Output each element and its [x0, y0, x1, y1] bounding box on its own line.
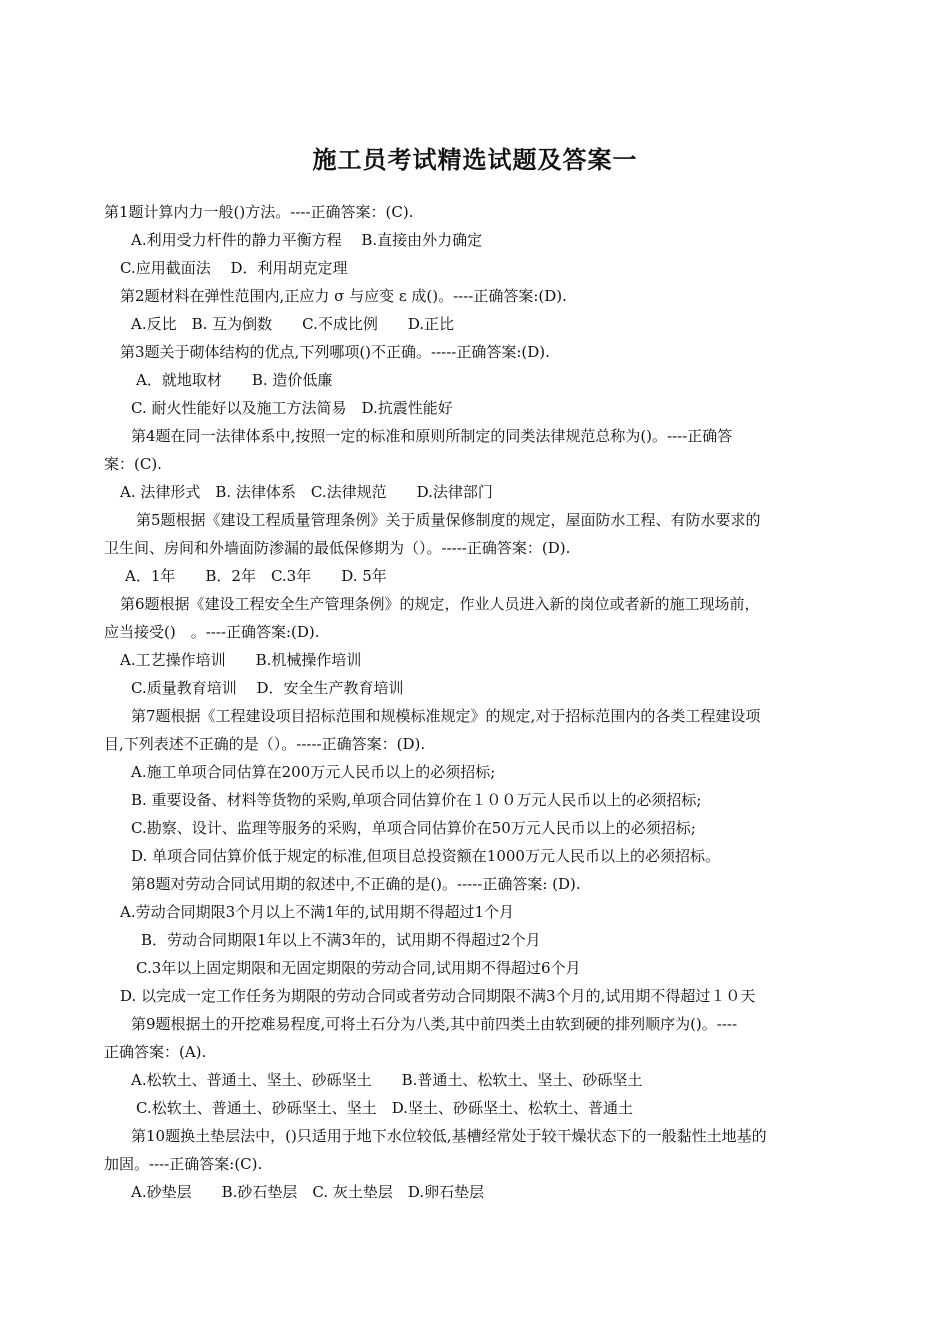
- question-4-line-1: 第4题在同一法律体系中,按照一定的标准和原则所制定的同类法律规范总称为()。----正确答: [131, 427, 733, 445]
- question-9-options-ab: A.松软土、普通土、坚土、砂砾坚土 B.普通土、松软土、坚土、砂砾坚土: [131, 1071, 643, 1089]
- question-1-options-ab: A.利用受力杆件的静力平衡方程 B.直接由外力确定: [131, 231, 483, 249]
- question-10-line-1: 第10题换土垫层法中，()只适用于地下水位较低,基槽经常处于较干燥状态下的一般黏性土地基的: [131, 1127, 767, 1145]
- question-7-line-1: 第7题根据《工程建设项目招标范围和规模标准规定》的规定,对于招标范围内的各类工程建设项: [131, 707, 761, 725]
- question-6-line-1: 第6题根据《建设工程安全生产管理条例》的规定，作业人员进入新的岗位或者新的施工现场前，: [120, 595, 760, 613]
- question-5-line-1: 第5题根据《建设工程质量管理条例》关于质量保修制度的规定，屋面防水工程、有防水要求的: [136, 511, 761, 529]
- question-8-option-d: D. 以完成一定工作任务为期限的劳动合同或者劳动合同期限不满3个月的,试用期不得超过１０天: [120, 987, 756, 1005]
- question-6-line-2: 应当接受() 。----正确答案:(D).: [104, 623, 320, 641]
- question-5-options: A．1年 B．2年 C.3年 D. 5年: [125, 567, 387, 585]
- question-7-line-2: 目,下列表述不正确的是（）。-----正确答案：(D).: [104, 735, 426, 753]
- question-3-options-cd: C. 耐火性能好以及施工方法简易 D.抗震性能好: [131, 399, 453, 417]
- question-1-options-cd: C.应用截面法 D．利用胡克定理: [120, 259, 348, 277]
- question-6-options-ab: A.工艺操作培训 B.机械操作培训: [120, 651, 362, 669]
- question-4-line-2: 案：(C).: [104, 455, 162, 473]
- question-9-line-2: 正确答案：(A).: [104, 1043, 207, 1061]
- question-1: 第1题计算内力一般()方法。----正确答案：(C).: [104, 203, 414, 221]
- question-8-option-c: C.3年以上固定期限和无固定期限的劳动合同,试用期不得超过6个月: [136, 959, 581, 977]
- question-7-option-b: B. 重要设备、材料等货物的采购,单项合同估算价在１００万元人民币以上的必须招标;: [131, 791, 702, 809]
- question-7-option-d: D. 单项合同估算价低于规定的标准,但项目总投资额在1000万元人民币以上的必须招标。: [131, 847, 720, 865]
- question-3-options-ab: A．就地取材 B. 造价低廉: [136, 371, 333, 389]
- question-3: 第3题关于砌体结构的优点,下列哪项()不正确。-----正确答案:(D).: [120, 343, 550, 361]
- question-6-options-cd: C.质量教育培训 D．安全生产教育培训: [131, 679, 404, 697]
- question-8-option-a: A.劳动合同期限3个月以上不满1年的,试用期不得超过1个月: [120, 903, 515, 921]
- question-7-option-c: C.勘察、设计、监理等服务的采购，单项合同估算价在50万元人民币以上的必须招标;: [131, 819, 696, 837]
- question-10-options: A.砂垫层 B.砂石垫层 C. 灰土垫层 D.卵石垫层: [131, 1183, 485, 1201]
- document-title: 施工员考试精选试题及答案一: [312, 146, 638, 174]
- question-9-line-1: 第9题根据土的开挖难易程度,可将土石分为八类,其中前四类土由软到硬的排列顺序为()。----: [131, 1015, 738, 1033]
- question-8-option-b: B．劳动合同期限1年以上不满3年的，试用期不得超过2个月: [141, 931, 541, 949]
- question-2-options: A.反比 B. 互为倒数 C.不成比例 D.正比: [131, 315, 455, 333]
- question-2: 第2题材料在弹性范围内,正应力 σ 与应变 ε 成()。----正确答案:(D).: [120, 287, 567, 305]
- question-9-options-cd: C.松软土、普通土、砂砾坚土、坚土 D.坚土、砂砾坚土、松软土、普通土: [136, 1099, 633, 1117]
- question-5-line-2: 卫生间、房间和外墙面防渗漏的最低保修期为（）。-----正确答案：(D).: [104, 539, 571, 557]
- question-7-option-a: A.施工单项合同估算在200万元人民币以上的必须招标;: [131, 763, 496, 781]
- question-10-line-2: 加固。----正确答案:(C).: [104, 1155, 263, 1173]
- question-8: 第8题对劳动合同试用期的叙述中,不正确的是()。-----正确答案: (D).: [131, 875, 581, 893]
- question-4-options: A. 法律形式 B. 法律体系 C.法律规范 D.法律部门: [120, 483, 493, 501]
